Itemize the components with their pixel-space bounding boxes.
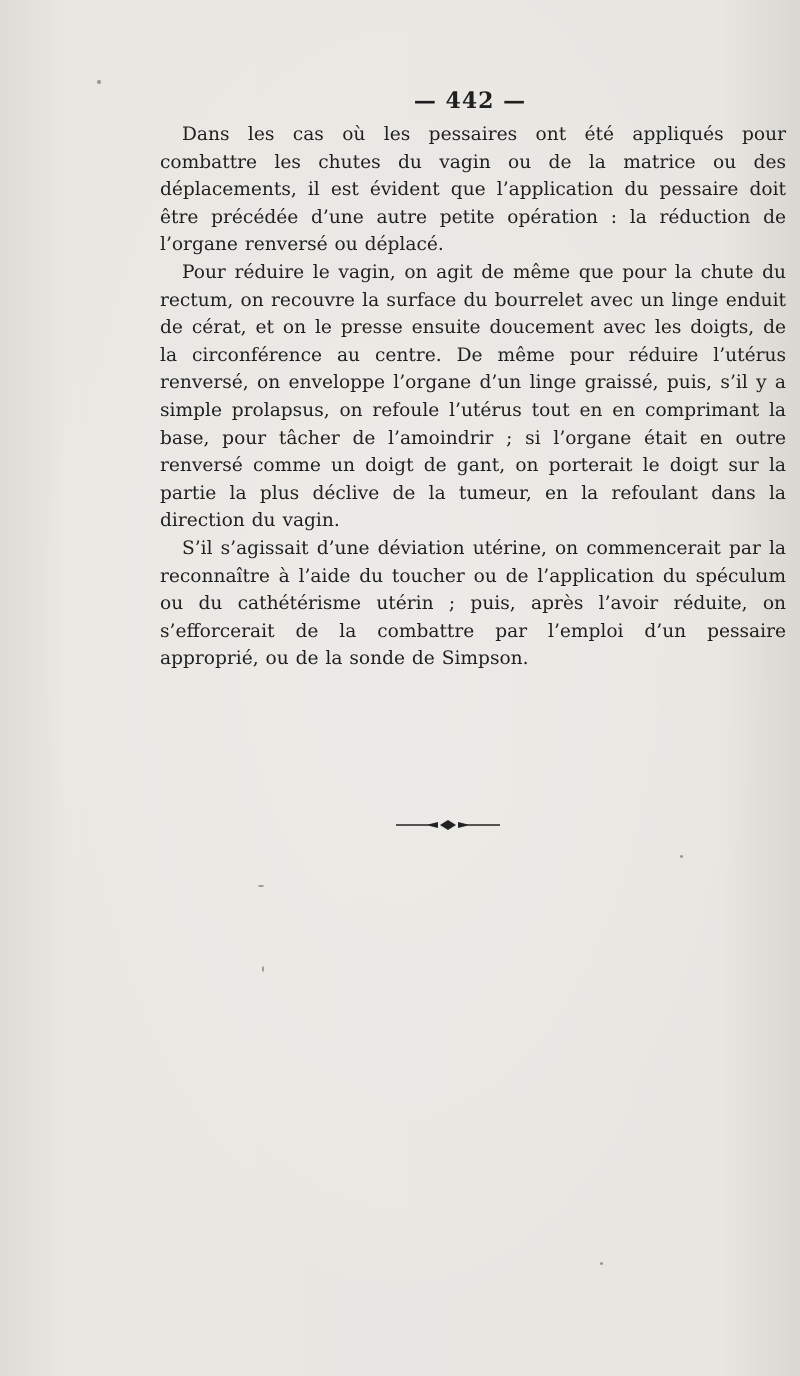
paper-speck [680,855,683,858]
paper-speck [262,966,264,972]
paper-speck [600,1262,603,1265]
paper-speck [258,885,264,887]
paragraph-3: S’il s’agissait d’une déviation utérine, on commencerait par la reconnaître à l’aide du toucher ou de l’application du spéculum ou du cathétérisme utérin ; puis, après l’avoir réduite, on s’efforcerait de la combattre par l’emploi d’un pessaire approprié, ou de la sonde de Simpson. [160,537,786,670]
body-text [160,121,786,673]
page-number: — 442 — [413,88,527,114]
end-ornament-icon [396,818,500,832]
paragraph-2: Pour réduire le vagin, on agit de même que pour la chute du rectum, on recouvre la surface du bourrelet avec un linge enduit de cérat, et on le presse ensuite doucement avec les doigts, de la circonférence au centre. De même pour réduire l’utérus renversé, on enveloppe l’organe d’un linge graissé, puis, s’il y a simple prolapsus, on refoule l’utérus tout en en comprimant la base, pour tâcher de l’amoindrir ; si l’organe était en outre renversé comme un doigt de gant, on porterait le doigt sur la partie la plus déclive de la tumeur, en la refoulant dans la direction du vagin. [160,261,786,532]
paragraph-1: Dans les cas où les pessaires ont été appliqués pour combattre les chutes du vagin ou de la matrice ou des déplacements, il est évident que l’application du pessaire doit être précédée d’une autre petite opération : la réduction de l’organe renversé ou déplacé. [160,124,786,256]
paper-speck [97,80,101,84]
